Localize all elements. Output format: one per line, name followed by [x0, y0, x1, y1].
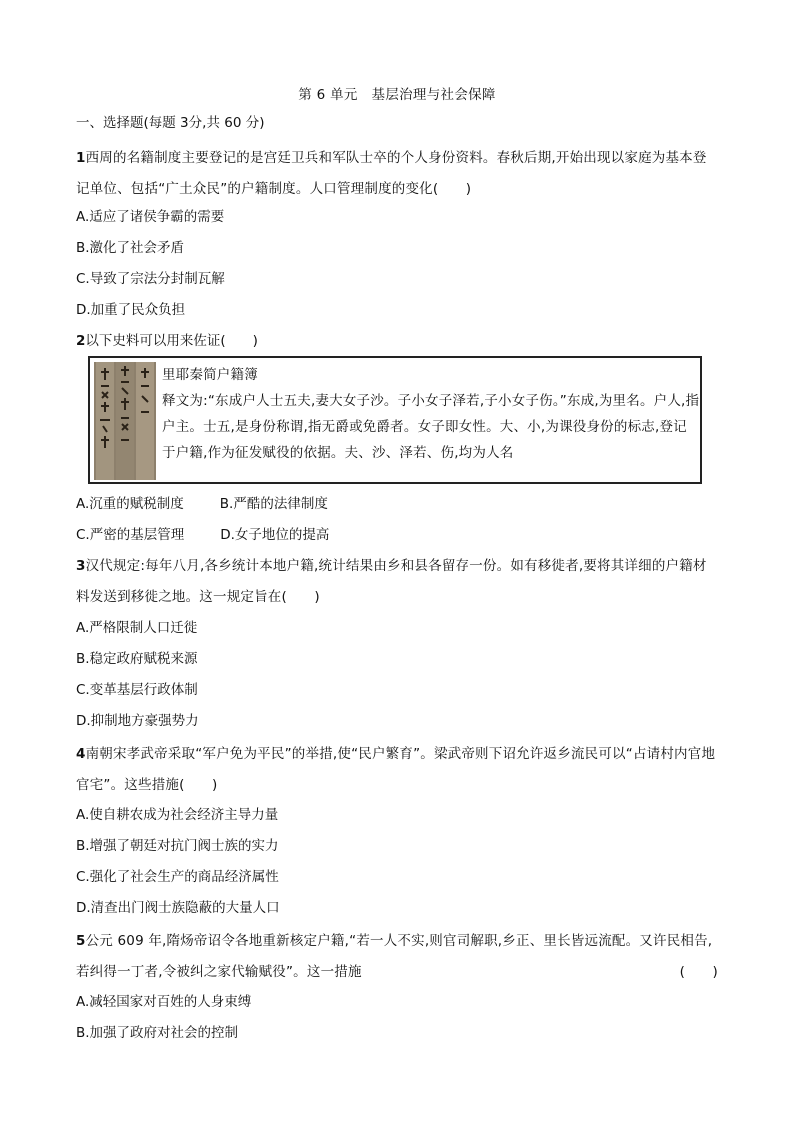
question-number: 1 [76, 150, 86, 166]
q3-option-d: D.抑制地方豪强势力 [76, 713, 199, 729]
question-1-stem [76, 143, 718, 205]
q5-option-a: A.减轻国家对百姓的人身束缚 [76, 994, 252, 1010]
answer-bracket: ( ) [679, 964, 718, 980]
q3-option-a: A.严格限制人口迁徙 [76, 620, 198, 636]
question-4-stem [76, 739, 718, 801]
bamboo-slip-image [94, 362, 156, 480]
q4-option-c: C.强化了社会生产的商品经济属性 [76, 869, 279, 885]
q2-option-b: B.严酷的法律制度 [219, 496, 328, 512]
q2-option-a: A.沉重的赋税制度 [76, 496, 184, 512]
question-number: 3 [76, 558, 86, 574]
source-material-box [88, 356, 702, 484]
q1-option-a: A.适应了诸侯争霸的需要 [76, 209, 225, 225]
section-heading: 一、选择题(每题 3分,共 60 分) [76, 115, 265, 131]
source-body: 释文为:“东成户人士五夫,妻大女子沙。子小女子泽若,子小女子伤。”东成,为里名。户人,指户主。士五,是身份称谓,指无爵或免爵者。女子即女性。大、小,为课役身份的标志,登记于户籍,作为征发赋役的依据。夫、沙、泽若、伤,均为人名 [162, 393, 700, 461]
q1-option-d: D.加重了民众负担 [76, 302, 186, 318]
question-text: 汉代规定:每年八月,各乡统计本地户籍,统计结果由乡和县各留存一份。如有移徙者,要将其详细的户籍材料发送到移徙之地。这一规定旨在( ) [76, 558, 707, 605]
source-title: 里耶秦简户籍簿 [162, 367, 258, 383]
q5-option-b: B.加强了政府对社会的控制 [76, 1025, 239, 1041]
q2-options-row-2 [76, 525, 329, 545]
question-text: 以下史料可以用来佐证( ) [85, 333, 258, 349]
q1-option-c: C.导致了宗法分封制瓦解 [76, 271, 225, 287]
q2-option-c: C.严密的基层管理 [76, 527, 185, 543]
question-text: 南朝宋孝武帝采取“军户免为平民”的举措,使“民户繁育”。梁武帝则下诏允许返乡流民可以“占请村内官地官宅”。这些措施( ) [76, 746, 716, 793]
question-text: 公元 609 年,隋炀帝诏令各地重新核定户籍,“若一人不实,则官司解职,乡正、里长皆远流配。又许民相告,若纠得一丁者,令被纠之家代输赋役”。这一措施 [76, 933, 713, 980]
q2-options-row-1 [76, 494, 328, 514]
q2-option-d: D.女子地位的提高 [220, 527, 330, 543]
unit-title: 第 6 单元 基层治理与社会保障 [298, 87, 496, 103]
question-2-stem [76, 331, 258, 351]
q4-option-b: B.增强了朝廷对抗门阀士族的实力 [76, 838, 279, 854]
question-5-stem [76, 926, 718, 988]
question-number: 2 [76, 333, 86, 349]
q3-option-c: C.变革基层行政体制 [76, 682, 198, 698]
question-text: 西周的名籍制度主要登记的是宫廷卫兵和军队士卒的个人身份资料。春秋后期,开始出现以家庭为基本登记单位、包括“广土众民”的户籍制度。人口管理制度的变化( ) [76, 150, 707, 197]
q4-option-a: A.使自耕农成为社会经济主导力量 [76, 807, 279, 823]
question-number: 5 [76, 933, 86, 949]
question-3-stem [76, 551, 718, 613]
q3-option-b: B.稳定政府赋税来源 [76, 651, 198, 667]
source-material-text [162, 362, 700, 466]
q1-option-b: B.激化了社会矛盾 [76, 240, 185, 256]
q4-option-d: D.清查出门阀士族隐蔽的大量人口 [76, 900, 280, 916]
question-number: 4 [76, 746, 86, 762]
